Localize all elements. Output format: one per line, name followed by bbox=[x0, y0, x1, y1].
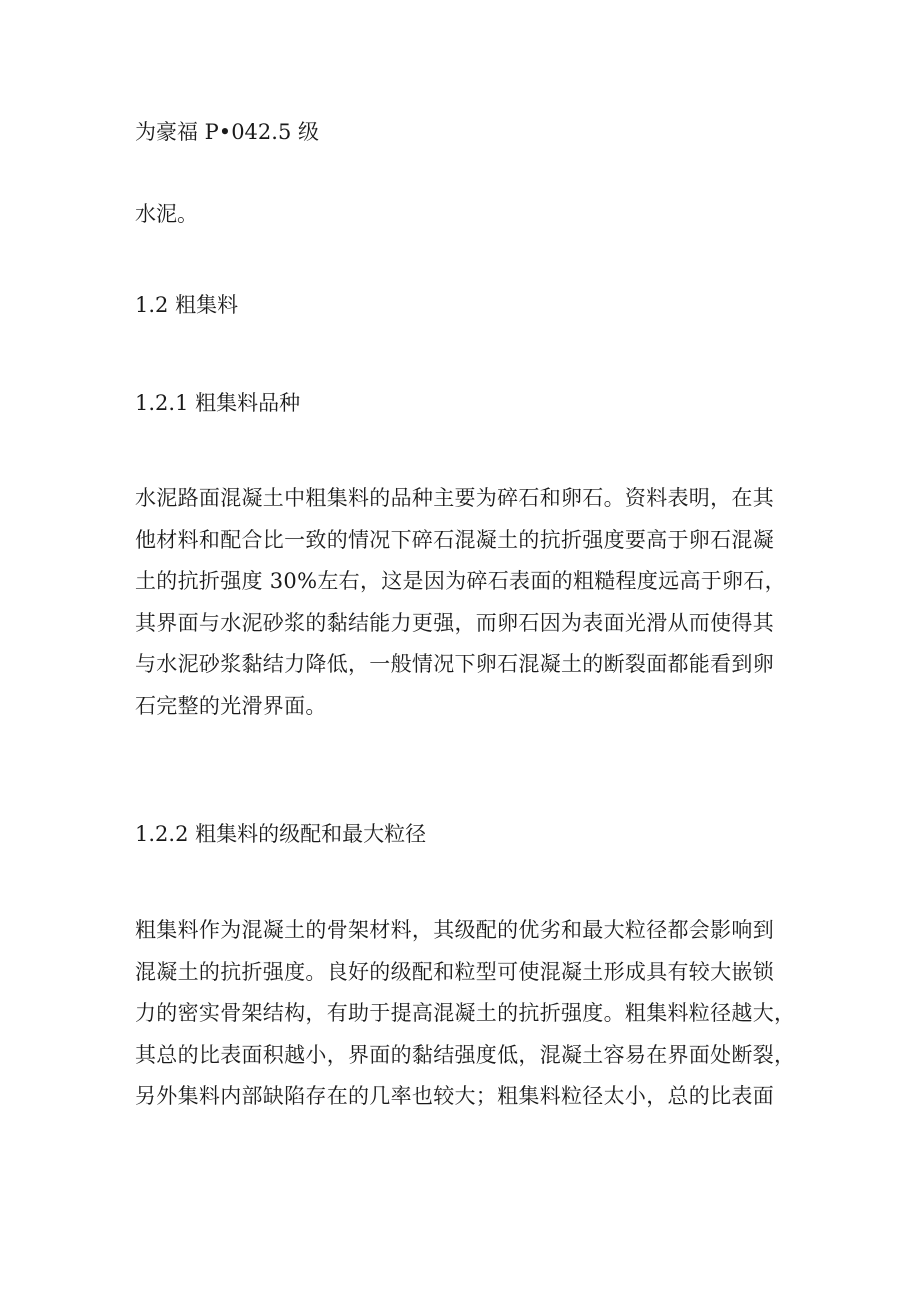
paragraph-line: 他材料和配合比一致的情况下碎石混凝土的抗折强度要高于卵石混凝 bbox=[135, 527, 774, 552]
paragraph-line: 水泥路面混凝土中粗集料的品种主要为碎石和卵石。资料表明，在其 bbox=[135, 486, 774, 510]
paragraph-line: 力的密实骨架结构，有助于提高混凝土的抗折强度。粗集料粒径越大， bbox=[135, 1001, 796, 1026]
text-line-cement: 水泥。 bbox=[135, 202, 198, 226]
paragraph-line: 其界面与水泥砂浆的黏结能力更强，而卵石因为表面光滑从而使得其 bbox=[135, 610, 774, 635]
section-heading-1-2: 1.2 粗集料 bbox=[135, 293, 239, 317]
section-heading-1-2-2: 1.2.2 粗集料的级配和最大粒径 bbox=[135, 822, 427, 846]
text-line-cement-grade: 为豪福 P•042.5 级 bbox=[135, 120, 319, 144]
section-heading-1-2-1: 1.2.1 粗集料品种 bbox=[135, 391, 301, 415]
paragraph-line: 其总的比表面积越小，界面的黏结强度低，混凝土容易在界面处断裂， bbox=[135, 1042, 796, 1067]
paragraph-aggregate-grading bbox=[135, 910, 795, 1118]
paragraph-line: 土的抗折强度 30%左右，这是因为碎石表面的粗糙程度远高于卵石， bbox=[135, 569, 786, 594]
paragraph-line: 混凝土的抗折强度。良好的级配和粒型可使混凝土形成具有较大嵌锁 bbox=[135, 959, 774, 984]
paragraph-line: 与水泥砂浆黏结力降低，一般情况下卵石混凝土的断裂面都能看到卵 bbox=[135, 652, 774, 677]
paragraph-aggregate-type bbox=[135, 478, 795, 728]
paragraph-line: 另外集料内部缺陷存在的几率也较大；粗集料粒径太小，总的比表面 bbox=[135, 1084, 774, 1109]
paragraph-line: 粗集料作为混凝土的骨架材料，其级配的优劣和最大粒径都会影响到 bbox=[135, 918, 774, 942]
paragraph-line: 石完整的光滑界面。 bbox=[135, 693, 327, 718]
